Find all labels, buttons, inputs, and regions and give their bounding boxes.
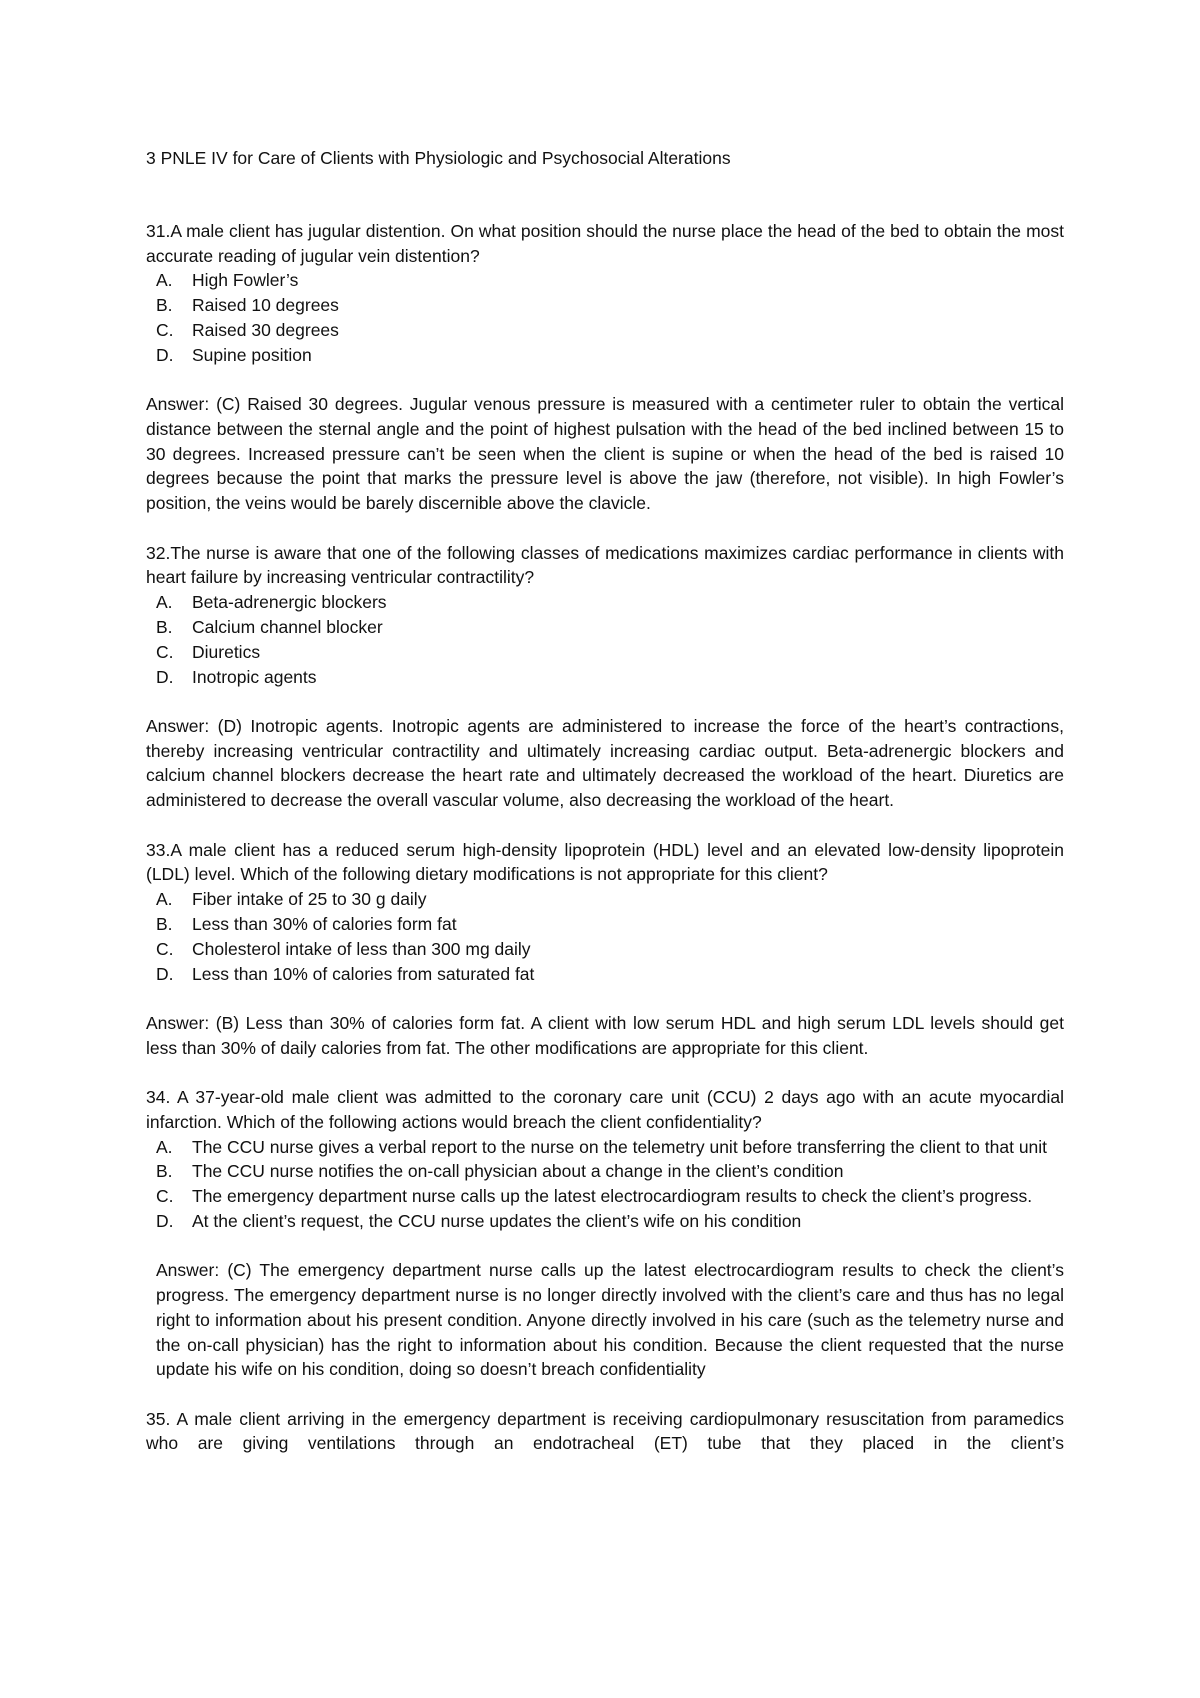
option-item <box>146 1135 1064 1160</box>
question-number: 35. <box>146 1408 171 1429</box>
option-text: Beta-adrenergic blockers <box>192 592 387 613</box>
option-text: Less than 30% of calories form fat <box>192 913 457 934</box>
answer-options <box>146 590 1064 689</box>
question-31 <box>146 219 1064 516</box>
option-item <box>146 1184 1064 1209</box>
option-letter: B. <box>156 616 173 637</box>
option-text: The CCU nurse gives a verbal report to the nurse on the telemetry unit before transferring the client to that unit <box>192 1136 1048 1157</box>
option-text: Diuretics <box>192 641 261 662</box>
question-stem <box>146 1407 1064 1457</box>
option-item <box>146 590 1064 615</box>
option-letter: D. <box>156 963 174 984</box>
question-text: A male client has a reduced serum high-density lipoprotein (HDL) level and an elevated low-density lipoprotein (LDL) level. Which of the following dietary modifications is not appropriate for this client? <box>146 839 1064 885</box>
question-text: A male client arriving in the emergency department is receiving cardiopulmonary resuscitation from paramedics who are giving ventilations through an endotracheal (ET) tube that they placed in the client’s <box>146 1408 1064 1454</box>
answer-options <box>146 1135 1064 1234</box>
option-letter: C. <box>156 319 174 340</box>
option-item <box>146 887 1064 912</box>
answer-options <box>146 268 1064 367</box>
question-number: 33. <box>146 839 171 860</box>
question-stem <box>146 219 1064 269</box>
option-item <box>146 318 1064 343</box>
option-text: Inotropic agents <box>192 666 317 687</box>
answer-explanation: Answer: (B) Less than 30% of calories form fat. A client with low serum HDL and high serum LDL levels should get less than 30% of daily calories from fat. The other modifications are appropriate for this client. <box>146 1012 1064 1058</box>
option-letter: D. <box>156 1210 174 1231</box>
question-text: The nurse is aware that one of the following classes of medications maximizes cardiac performance in clients with heart failure by increasing ventricular contractility? <box>146 542 1064 588</box>
option-item <box>146 640 1064 665</box>
document-page <box>146 146 1064 1481</box>
option-item <box>146 1159 1064 1184</box>
option-letter: C. <box>156 1186 174 1207</box>
option-letter: C. <box>156 938 174 959</box>
option-item <box>146 665 1064 690</box>
answer-explanation: Answer: (D) Inotropic agents. Inotropic agents are administered to increase the force of the heart’s contractions, thereby increasing ventricular contractility and ultimately increasing cardiac output. Beta-adrenergic blockers and calcium channel blockers decrease the heart rate and ultimately decreased the workload of the heart. Diuretics are administered to decrease the overall vascular volume, also decreasing the workload of the heart. <box>146 715 1064 811</box>
option-item <box>146 937 1064 962</box>
question-34 <box>146 1085 1064 1382</box>
answer-explanation: Answer: (C) Raised 30 degrees. Jugular venous pressure is measured with a centimeter ruler to obtain the vertical distance between the sternal angle and the point of highest pulsation with the head of the bed inclined between 15 to 30 degrees. Increased pressure can’t be seen when the client is supine or when the head of the bed is raised 10 degrees because the point that marks the pressure level is above the jaw (therefore, not visible). In high Fowler’s position, the veins would be barely discernible above the clavicle. <box>146 394 1064 514</box>
option-item <box>146 343 1064 368</box>
option-text: Fiber intake of 25 to 30 g daily <box>192 889 427 910</box>
question-33 <box>146 838 1064 1061</box>
option-item <box>146 912 1064 937</box>
option-text: The emergency department nurse calls up the latest electrocardiogram results to check the client’s progress. <box>192 1186 1033 1207</box>
question-text: A male client has jugular distention. On what position should the nurse place the head of the bed to obtain the most accurate reading of jugular vein distention? <box>146 220 1064 266</box>
option-text: Raised 30 degrees <box>192 319 339 340</box>
question-text: A 37-year-old male client was admitted to the coronary care unit (CCU) 2 days ago with an acute myocardial infarction. Which of the following actions would breach the client confidentiality? <box>146 1086 1064 1132</box>
question-stem <box>146 541 1064 591</box>
option-item <box>146 615 1064 640</box>
option-text: The CCU nurse notifies the on-call physician about a change in the client’s condition <box>192 1161 844 1182</box>
option-letter: A. <box>156 270 173 291</box>
document-title: 3 PNLE IV for Care of Clients with Physiologic and Psychosocial Alterations <box>146 148 731 168</box>
option-letter: C. <box>156 641 174 662</box>
option-item <box>146 1209 1064 1234</box>
question-stem <box>146 838 1064 888</box>
option-text: Cholesterol intake of less than 300 mg daily <box>192 938 531 959</box>
question-stem <box>146 1085 1064 1135</box>
option-text: Raised 10 degrees <box>192 295 339 316</box>
option-letter: B. <box>156 913 173 934</box>
answer-explanation: Answer: (C) The emergency department nurse calls up the latest electrocardiogram results to check the client’s progress. The emergency department nurse is no longer directly involved with the client’s care and thus has no legal right to information about his present condition. Anyone directly involved in his care (such as the telemetry nurse and the on-call physician) has the right to information about his condition. Because the client requested that the nurse update his wife on his condition, doing so doesn’t breach confidentiality <box>156 1260 1064 1380</box>
option-letter: A. <box>156 1136 173 1157</box>
question-number: 31. <box>146 220 171 241</box>
option-text: Calcium channel blocker <box>192 616 383 637</box>
option-text: High Fowler’s <box>192 270 299 291</box>
option-text: At the client’s request, the CCU nurse updates the client’s wife on his condition <box>192 1210 802 1231</box>
option-item <box>146 268 1064 293</box>
question-32 <box>146 541 1064 813</box>
option-letter: A. <box>156 592 173 613</box>
option-item <box>146 293 1064 318</box>
option-letter: D. <box>156 666 174 687</box>
option-letter: B. <box>156 1161 173 1182</box>
option-text: Less than 10% of calories from saturated fat <box>192 963 535 984</box>
option-text: Supine position <box>192 344 312 365</box>
option-letter: B. <box>156 295 173 316</box>
option-item <box>146 962 1064 987</box>
question-number: 34. <box>146 1086 171 1107</box>
question-35 <box>146 1407 1064 1457</box>
option-letter: A. <box>156 889 173 910</box>
answer-options <box>146 887 1064 986</box>
question-number: 32. <box>146 542 171 563</box>
option-letter: D. <box>156 344 174 365</box>
